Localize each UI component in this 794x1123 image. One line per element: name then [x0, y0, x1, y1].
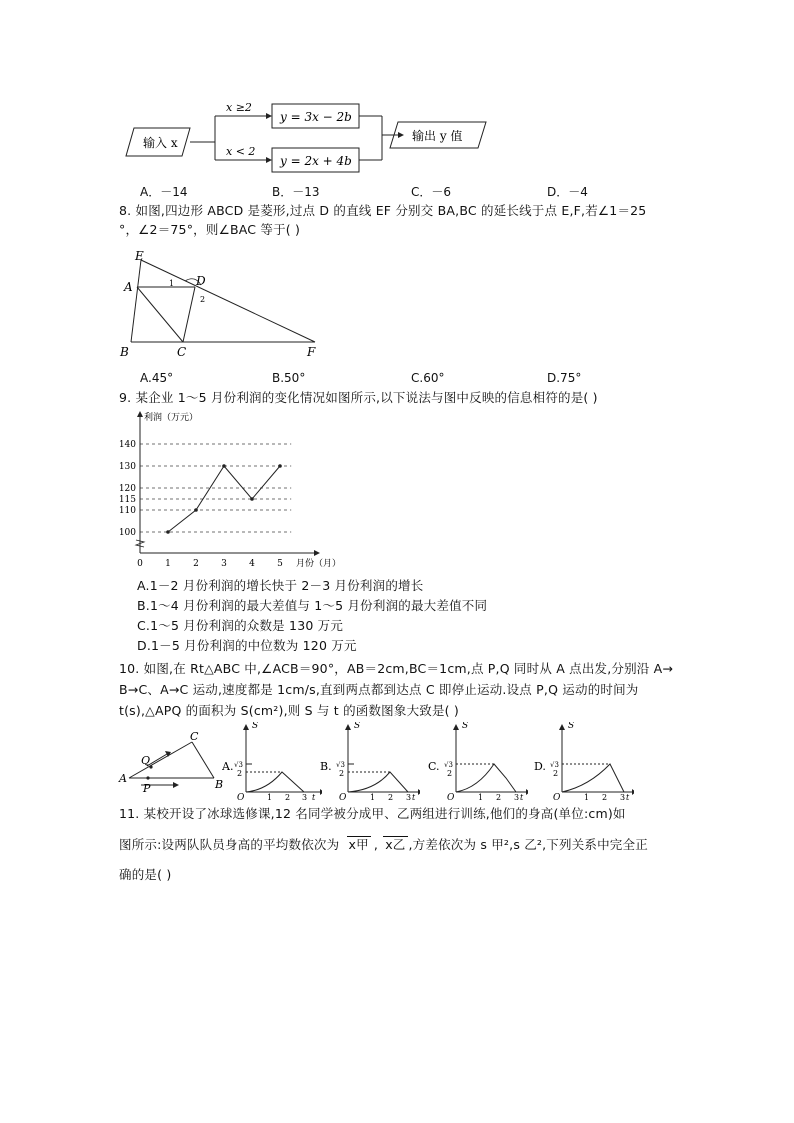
q7-option-b: B．－13: [272, 185, 320, 199]
graph-d-letter: D.: [534, 760, 546, 773]
x-axis-arrow: [314, 550, 320, 556]
svg-text:S: S: [568, 722, 575, 731]
q8-option-d: D.75°: [547, 371, 582, 385]
label-b: B: [120, 345, 129, 359]
q8-option-c: C.60°: [411, 371, 445, 385]
tri-label-a: A: [119, 772, 127, 785]
q11-stem-line3: 确的是( ): [119, 867, 172, 882]
q10-stem-line3: t(s),△APQ 的面积为 S(cm²),则 S 与 t 的函数图象大致是( ): [119, 703, 460, 718]
svg-text:2: 2: [339, 769, 345, 778]
q8-option-b: B.50°: [272, 371, 306, 385]
tri-label-b: B: [215, 778, 224, 791]
svg-text:2: 2: [602, 793, 608, 800]
rhombus-figure: [115, 245, 325, 360]
x-tick-label: 5: [277, 559, 283, 569]
svg-text:O: O: [553, 793, 561, 800]
x-tick-label: 2: [193, 559, 199, 569]
x-tick-label: 0: [137, 559, 143, 569]
svg-text:t: t: [626, 793, 630, 800]
y-tick-label: 110: [118, 506, 136, 516]
angle-1-label: 1: [169, 279, 175, 288]
x-tick-label: 3: [221, 559, 227, 569]
condition-top: x ≥2: [226, 101, 252, 114]
x-axis-title: 月份（月）: [296, 559, 342, 569]
q11-stem-line2: 图所示:设两队队员身高的平均数依次为 x甲 , x乙 ,方差依次为 s 甲²,s 乙²,下列关系中完全正: [119, 837, 648, 852]
svg-text:t: t: [412, 793, 416, 800]
svg-text:√3: √3: [550, 761, 559, 769]
svg-text:1: 1: [584, 793, 590, 800]
mean-x-jia: x甲: [348, 837, 369, 852]
svg-text:3: 3: [514, 793, 520, 800]
q11-stem-line1: 11. 某校开设了冰球选修课,12 名同学被分成甲、乙两组进行训练,他们的身高(单位:cm)如: [119, 806, 626, 821]
svg-text:S: S: [252, 722, 259, 731]
output-label: 输出 y 值: [412, 129, 463, 143]
svg-text:2: 2: [285, 793, 291, 800]
profit-line-chart: [118, 408, 358, 573]
mean-x-yi: x乙: [385, 837, 406, 852]
y-tick-label: 120: [118, 484, 136, 494]
svg-text:1: 1: [267, 793, 273, 800]
q7-option-d: D．－4: [547, 185, 588, 199]
q8-stem-line2: °，∠2＝75°，则∠BAC 等于( ): [119, 222, 301, 237]
x-tick-label: 4: [249, 559, 255, 569]
q10-graph-c: [428, 722, 528, 800]
svg-text:3: 3: [302, 793, 308, 800]
axis-break: [136, 540, 144, 547]
right-triangle-figure: [117, 730, 227, 792]
svg-text:1: 1: [478, 793, 484, 800]
svg-text:√3: √3: [336, 761, 345, 769]
data-point: [166, 530, 170, 534]
q7-option-c: C．－6: [411, 185, 452, 199]
y-axis-arrow: [137, 411, 143, 417]
svg-text:2: 2: [237, 769, 243, 778]
q10-graph-d: [534, 722, 634, 800]
svg-text:O: O: [447, 793, 455, 800]
graph-c-letter: C.: [428, 760, 440, 773]
svg-text:2: 2: [388, 793, 394, 800]
q9-stem: 9. 某企业 1～5 月份利润的变化情况如图所示,以下说法与图中反映的信息相符的是( ): [119, 390, 598, 405]
svg-text:S: S: [462, 722, 469, 731]
q10-graph-a: [222, 722, 322, 800]
q7-option-a: A．－14: [140, 185, 188, 199]
svg-text:3: 3: [620, 793, 626, 800]
svg-text:O: O: [339, 793, 347, 800]
label-f: F: [307, 345, 316, 359]
graph-b-letter: B.: [320, 760, 332, 773]
svg-text:2: 2: [496, 793, 502, 800]
svg-text:1: 1: [370, 793, 376, 800]
y-tick-label: 100: [118, 528, 136, 538]
data-point: [250, 497, 254, 501]
x-tick-label: 1: [165, 559, 171, 569]
svg-text:t: t: [520, 793, 524, 800]
q8-option-a: A.45°: [140, 371, 174, 385]
y-tick-label: 115: [118, 495, 136, 505]
data-point: [278, 464, 282, 468]
svg-text:S: S: [354, 722, 361, 731]
q9-option-c: C.1～5 月份利润的众数是 130 万元: [137, 618, 344, 633]
svg-text:√3: √3: [444, 761, 453, 769]
data-point: [194, 508, 198, 512]
y-axis-title: 利润（万元）: [144, 413, 199, 423]
svg-text:√3: √3: [234, 761, 243, 769]
formula-top: y = 3x − 2b: [280, 110, 352, 124]
data-point: [222, 464, 226, 468]
tri-label-p: P: [143, 782, 151, 792]
svg-text:2: 2: [553, 769, 559, 778]
angle-2-label: 2: [200, 295, 206, 304]
q9-option-a: A.1－2 月份利润的增长快于 2－3 月份利润的增长: [137, 578, 424, 593]
q9-option-b: B.1～4 月份利润的最大差值与 1～5 月份利润的最大差值不同: [137, 598, 488, 613]
label-c: C: [177, 345, 187, 359]
y-tick-label: 130: [118, 462, 136, 472]
label-e: E: [135, 249, 144, 263]
svg-text:t: t: [312, 793, 316, 800]
label-a: A: [124, 280, 133, 294]
q10-graph-b: [320, 722, 420, 800]
q9-option-d: D.1－5 月份利润的中位数为 120 万元: [137, 638, 357, 653]
svg-text:3: 3: [406, 793, 412, 800]
q11-line2-part-a: 图所示:设两队队员身高的平均数依次为: [119, 837, 340, 852]
q8-stem-line1: 8. 如图,四边形 ABCD 是菱形,过点 D 的直线 EF 分别交 BA,BC 的延长线于点 E,F,若∠1＝25: [119, 203, 647, 218]
q10-stem-line2: B→C、A→C 运动,速度都是 1cm/s,直到两点都到达点 C 即停止运动.设点 P,Q 运动的时间为: [119, 682, 639, 697]
svg-text:O: O: [237, 793, 245, 800]
q10-stem-line1: 10. 如图,在 Rt△ABC 中,∠ACB＝90°，AB＝2cm,BC＝1cm,点 P,Q 同时从 A 点出发,分别沿 A→: [119, 661, 674, 676]
svg-text:2: 2: [447, 769, 453, 778]
condition-bottom: x < 2: [226, 145, 256, 158]
formula-bottom: y = 2x + 4b: [280, 154, 352, 168]
tri-label-c: C: [190, 730, 199, 743]
label-d: D: [196, 274, 206, 288]
q11-line2-part-b: ,方差依次为 s 甲²,s 乙²,下列关系中完全正: [408, 837, 648, 852]
y-tick-label: 140: [118, 440, 136, 450]
input-label: 输入 x: [143, 136, 178, 150]
tri-label-q: Q: [141, 754, 151, 767]
flowchart-figure: [120, 98, 495, 180]
graph-a-letter: A.: [222, 760, 234, 773]
